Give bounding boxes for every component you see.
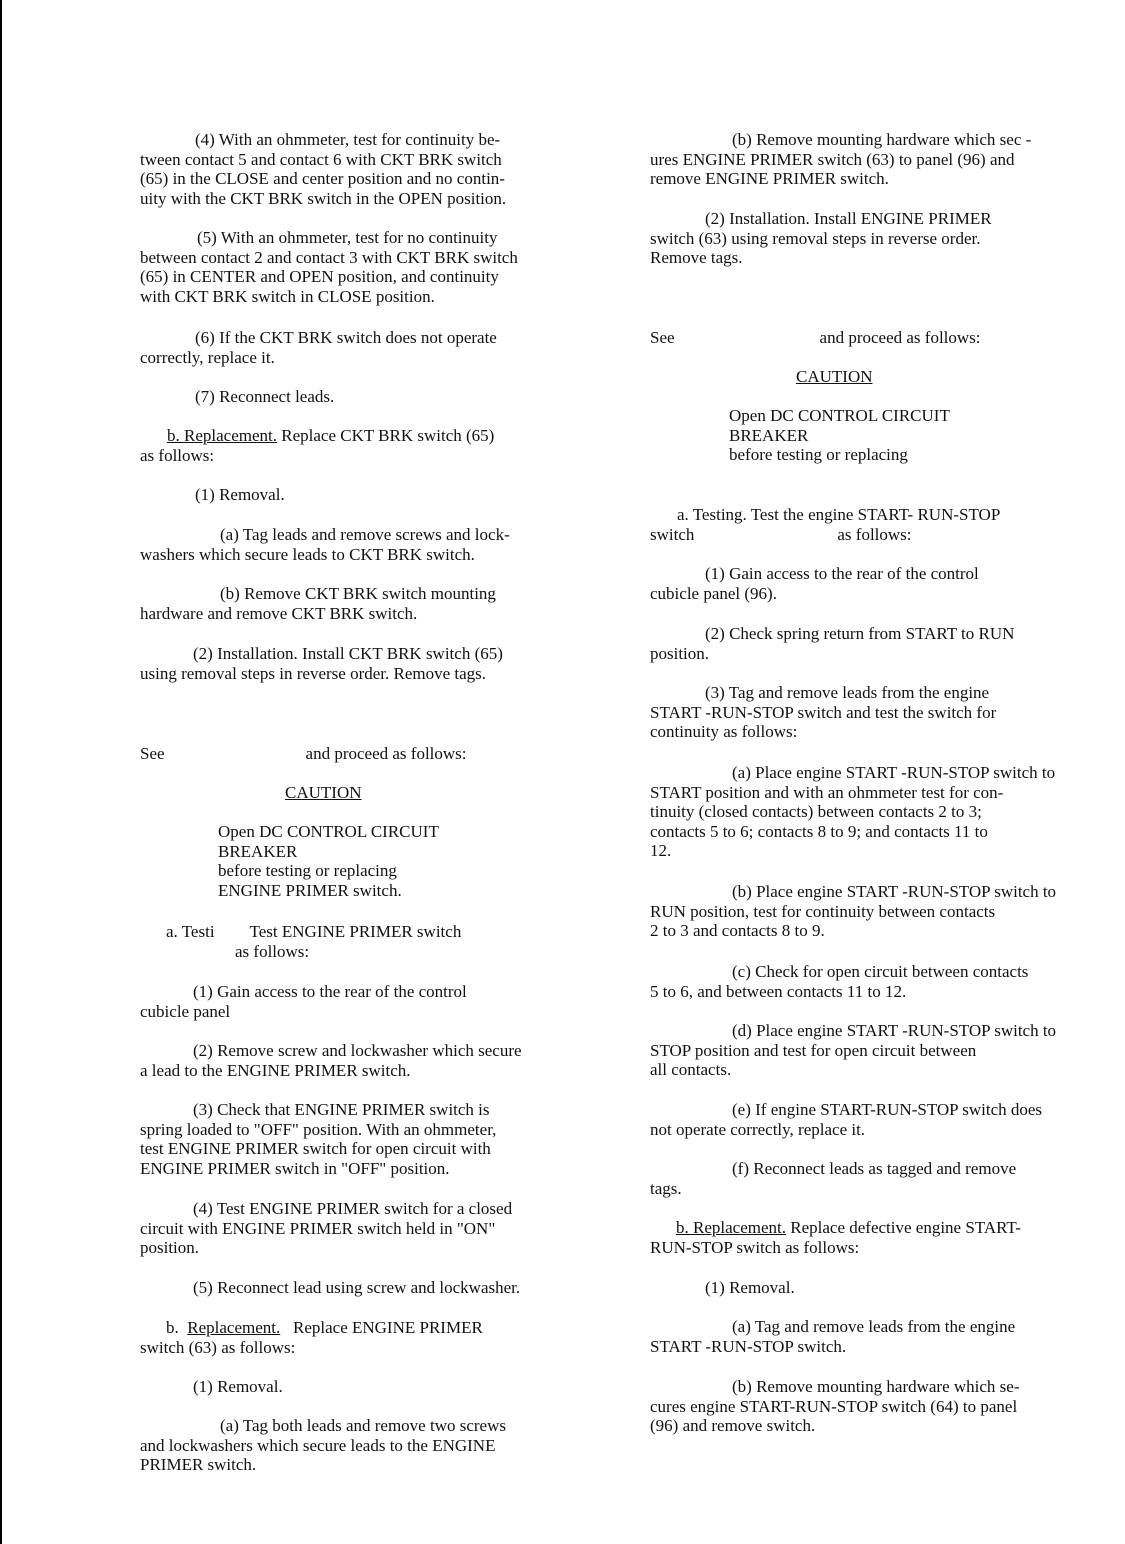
text-line: between contact 2 and contact 3 with CKT BRK switch bbox=[140, 247, 518, 267]
text-line: 2 to 3 and contacts 8 to 9. bbox=[650, 921, 825, 940]
step-6-replace bbox=[140, 328, 620, 367]
text-line: ures ENGINE PRIMER switch (63) to panel (96) and bbox=[650, 149, 1015, 169]
text-line: using removal steps in reverse order. Remove tags. bbox=[140, 663, 487, 683]
text-line: (3) Tag and remove leads from the engine bbox=[705, 683, 990, 702]
caution-text bbox=[140, 822, 620, 900]
text-line: hardware and remove CKT BRK switch. bbox=[140, 603, 418, 623]
srs-step-3b bbox=[650, 882, 1125, 941]
step-5-no-continuity bbox=[140, 228, 620, 306]
text-line: (2) Check spring return from START to RUN bbox=[705, 624, 1015, 643]
text-line: 5 to 6, and between contacts 11 to 12. bbox=[650, 981, 907, 1001]
text-line: before testing or replacing bbox=[729, 445, 908, 464]
text-line: spring loaded to "OFF" position. With an ohmmeter, bbox=[140, 1119, 497, 1139]
text-line: switch (63) as follows: bbox=[140, 1337, 296, 1357]
text-line: position. bbox=[140, 1238, 200, 1257]
text-line: BREAKER bbox=[218, 841, 298, 861]
text-line: (a) Tag leads and remove screws and lock- bbox=[220, 525, 510, 544]
srs-step-1 bbox=[650, 564, 1125, 603]
text-line: uity with the CKT BRK switch in the OPEN position. bbox=[140, 188, 507, 208]
text-line bbox=[650, 1218, 1125, 1238]
text-line: remove ENGINE PRIMER switch. bbox=[650, 169, 889, 188]
replacement-label: Replacement. bbox=[187, 1318, 281, 1337]
text-line: START -RUN-STOP switch and test the switch for bbox=[650, 702, 997, 722]
primer-step-3 bbox=[140, 1100, 620, 1178]
text-line: (a) Tag both leads and remove two screws bbox=[220, 1416, 506, 1435]
text-line: cures engine START-RUN-STOP switch (64) to panel bbox=[650, 1396, 1018, 1416]
text-line: tween contact 5 and contact 6 with CKT BRK switch bbox=[140, 149, 502, 169]
text-line bbox=[140, 744, 620, 764]
text-line: test ENGINE PRIMER switch for open circuit with bbox=[140, 1139, 491, 1158]
text-line: tags. bbox=[650, 1178, 682, 1198]
text-line: continuity as follows: bbox=[650, 722, 798, 741]
text-line: (96) and remove switch. bbox=[650, 1416, 816, 1435]
see-reference bbox=[650, 328, 1125, 348]
text-line: (4) With an ohmmeter, test for continuity be- bbox=[195, 130, 501, 149]
srs-step-2 bbox=[650, 624, 1125, 663]
text-line bbox=[140, 426, 620, 446]
text-line: ENGINE PRIMER switch in "OFF" position. bbox=[140, 1158, 450, 1178]
text-line: washers which secure leads to CKT BRK switch. bbox=[140, 544, 475, 564]
text-line: (2) Installation. Install CKT BRK switch (65) bbox=[193, 644, 503, 663]
text-line: START position and with an ohmmeter test for con- bbox=[650, 782, 1004, 802]
text-line: (5) With an ohmmeter, test for no continuity bbox=[197, 228, 498, 247]
ckt-brk-installation bbox=[140, 644, 620, 683]
step-4-continuity bbox=[140, 130, 620, 208]
text-line: (f) Reconnect leads as tagged and remove bbox=[732, 1159, 1017, 1178]
text-line: a lead to the ENGINE PRIMER switch. bbox=[140, 1060, 411, 1080]
text-line: (b) Place engine START -RUN-STOP switch to bbox=[732, 882, 1057, 901]
text-line: (c) Check for open circuit between contacts bbox=[732, 962, 1029, 981]
primer-removal-b bbox=[650, 130, 1125, 189]
ckt-brk-removal bbox=[140, 485, 620, 505]
text-line: (65) in CENTER and OPEN position, and continuity bbox=[140, 267, 499, 286]
text-line: START -RUN-STOP switch. bbox=[650, 1336, 847, 1356]
text-line: tinuity (closed contacts) between contacts 2 to 3; bbox=[650, 802, 982, 821]
text-line: (1) Removal. bbox=[195, 485, 285, 504]
ckt-brk-replacement-heading bbox=[140, 426, 620, 465]
caution-heading bbox=[650, 367, 1125, 387]
text-line: (e) If engine START-RUN-STOP switch does bbox=[732, 1100, 1043, 1119]
text-line: RUN-STOP switch as follows: bbox=[650, 1237, 860, 1257]
text-line: before testing or replacing bbox=[218, 861, 397, 880]
replacement-text: Replace ENGINE PRIMER bbox=[293, 1318, 483, 1337]
text-line: (2) Installation. Install ENGINE PRIMER bbox=[705, 209, 992, 228]
text-line: all contacts. bbox=[650, 1060, 732, 1079]
text-line bbox=[650, 328, 1125, 348]
text-line: ENGINE PRIMER switch. bbox=[218, 880, 402, 900]
text-line: position. bbox=[650, 643, 710, 663]
text-line bbox=[650, 525, 1125, 545]
text-line: (1) Gain access to the rear of the control bbox=[705, 564, 979, 583]
text-line: Open DC CONTROL CIRCUIT bbox=[729, 406, 950, 425]
text-line: switch (63) using removal steps in reverse order. bbox=[650, 228, 981, 248]
text-line: (7) Reconnect leads. bbox=[195, 387, 335, 406]
see-proceed: and proceed as follows: bbox=[305, 744, 467, 763]
caution-title: CAUTION bbox=[285, 783, 362, 802]
text-line: (a) Place engine START -RUN-STOP switch to bbox=[732, 763, 1056, 782]
primer-step-5 bbox=[140, 1278, 620, 1298]
replacement-label: b. Replacement. bbox=[676, 1218, 786, 1237]
replacement-letter: b. bbox=[166, 1318, 179, 1337]
text-line: 12. bbox=[650, 841, 672, 860]
primer-removal bbox=[140, 1377, 620, 1397]
page-left-edge bbox=[0, 0, 2, 1544]
text-line: (d) Place engine START -RUN-STOP switch to bbox=[732, 1021, 1057, 1040]
primer-step-4 bbox=[140, 1199, 620, 1258]
primer-replacement-heading bbox=[140, 1318, 620, 1357]
srs-removal-b bbox=[650, 1377, 1125, 1436]
switch-word: switch bbox=[650, 524, 695, 544]
srs-removal bbox=[650, 1278, 1125, 1298]
text-line: (4) Test ENGINE PRIMER switch for a closed bbox=[193, 1199, 513, 1218]
as-follows: as follows: bbox=[837, 524, 912, 544]
text-line: as follows: bbox=[235, 941, 310, 961]
srs-step-3 bbox=[650, 683, 1125, 742]
text-line: as follows: bbox=[140, 445, 215, 465]
text-line: and lockwashers which secure leads to the ENGINE bbox=[140, 1435, 496, 1455]
text-line bbox=[140, 1318, 620, 1338]
srs-step-3e bbox=[650, 1100, 1125, 1139]
srs-removal-a bbox=[650, 1317, 1125, 1356]
replacement-text: Replace CKT BRK switch (65) bbox=[277, 426, 495, 445]
text-line: Remove tags. bbox=[650, 248, 743, 267]
see-proceed: and proceed as follows: bbox=[819, 328, 981, 347]
text-line: (6) If the CKT BRK switch does not operate bbox=[195, 328, 497, 347]
text-line: STOP position and test for open circuit between bbox=[650, 1040, 977, 1060]
start-run-stop-testing-heading bbox=[650, 505, 1125, 544]
testing-text: Test ENGINE PRIMER switch bbox=[249, 922, 462, 941]
text-line: (65) in the CLOSE and center position and no contin- bbox=[140, 169, 505, 188]
see-word: See bbox=[650, 328, 675, 347]
text-line: correctly, replace it. bbox=[140, 347, 275, 367]
text-line: (b) Remove CKT BRK switch mounting bbox=[220, 584, 496, 603]
caution-heading bbox=[140, 783, 620, 803]
text-line: (2) Remove screw and lockwasher which secure bbox=[193, 1041, 522, 1060]
see-word: See bbox=[140, 744, 165, 763]
see-reference bbox=[140, 744, 620, 764]
text-line: (3) Check that ENGINE PRIMER switch is bbox=[193, 1100, 490, 1119]
text-line: (1) Gain access to the rear of the control bbox=[193, 982, 467, 1001]
replacement-text: Replace defective engine START- bbox=[786, 1218, 1021, 1237]
text-line bbox=[140, 922, 620, 942]
text-line: contacts 5 to 6; contacts 8 to 9; and contacts 11 to bbox=[650, 821, 988, 841]
text-line: circuit with ENGINE PRIMER switch held in "ON" bbox=[140, 1218, 496, 1238]
primer-installation bbox=[650, 209, 1125, 268]
srs-step-3f bbox=[650, 1159, 1125, 1198]
primer-step-2 bbox=[140, 1041, 620, 1080]
primer-removal-a bbox=[140, 1416, 620, 1475]
srs-step-3d bbox=[650, 1021, 1125, 1080]
text-line: (1) Removal. bbox=[705, 1278, 795, 1297]
primer-step-1 bbox=[140, 982, 620, 1021]
srs-replacement-heading bbox=[650, 1218, 1125, 1257]
text-line: (b) Remove mounting hardware which sec - bbox=[732, 130, 1032, 149]
text-line: (a) Tag and remove leads from the engine bbox=[732, 1317, 1016, 1336]
text-line: with CKT BRK switch in CLOSE position. bbox=[140, 286, 435, 306]
text-line: cubicle panel (96). bbox=[650, 583, 777, 603]
caution-text bbox=[650, 406, 1125, 465]
ckt-brk-removal-b bbox=[140, 584, 620, 623]
text-line: not operate correctly, replace it. bbox=[650, 1119, 866, 1139]
text-line: (5) Reconnect lead using screw and lockwasher. bbox=[193, 1278, 521, 1297]
srs-step-3a bbox=[650, 763, 1125, 861]
replacement-label: b. Replacement. bbox=[167, 426, 277, 445]
testing-label: a. Testi bbox=[166, 922, 215, 941]
ckt-brk-removal-a bbox=[140, 525, 620, 564]
text-line: BREAKER bbox=[729, 425, 809, 445]
primer-testing-heading bbox=[140, 922, 620, 961]
step-7-reconnect bbox=[140, 387, 620, 407]
text-line: cubicle panel bbox=[140, 1001, 231, 1021]
caution-title: CAUTION bbox=[796, 367, 873, 386]
text-line: RUN position, test for continuity between contacts bbox=[650, 901, 996, 921]
text-line: (1) Removal. bbox=[193, 1377, 283, 1396]
text-line: a. Testing. Test the engine START- RUN-STOP bbox=[677, 505, 1001, 524]
srs-step-3c bbox=[650, 962, 1125, 1001]
text-line: PRIMER switch. bbox=[140, 1455, 257, 1474]
text-line: (b) Remove mounting hardware which se- bbox=[732, 1377, 1020, 1396]
text-line: Open DC CONTROL CIRCUIT bbox=[218, 822, 439, 841]
